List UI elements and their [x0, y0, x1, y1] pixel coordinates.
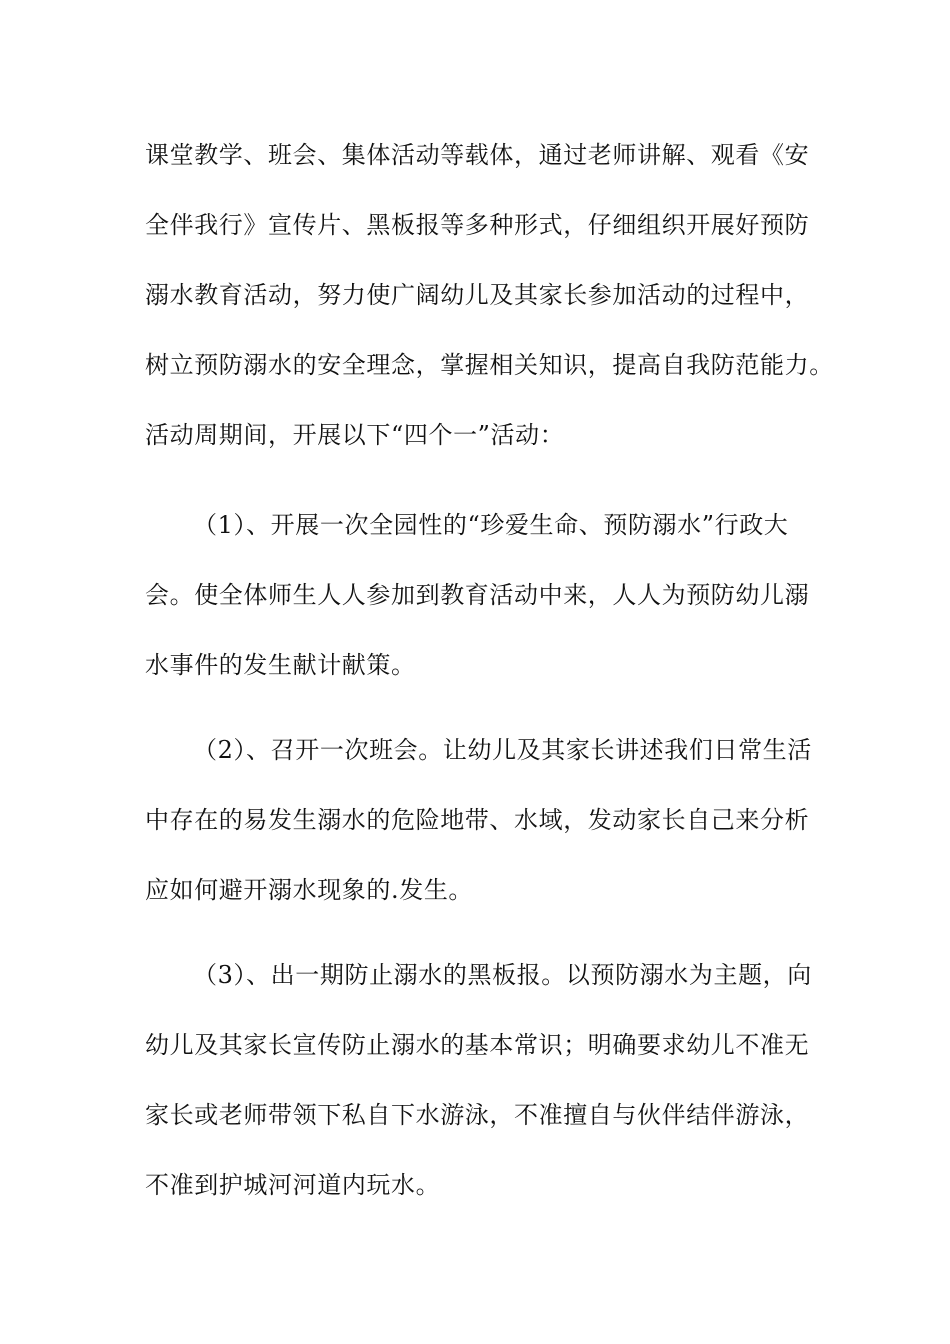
- text-line: 水事件的发生献计献策。: [145, 651, 416, 679]
- text-line: 家长或老师带领下私自下水游泳，不准擅自与伙伴结伴游泳，: [145, 1101, 810, 1129]
- text-line: 活动周期间，开展以下“四个一”活动：: [145, 421, 565, 449]
- text-line: 应如何避开溺水现象的.发生。: [145, 876, 474, 904]
- text-line: 全伴我行》宣传片、黑板报等多种形式，仔细组织开展好预防: [145, 211, 810, 239]
- text-line: 幼儿及其家长宣传防止溺水的基本常识；明确要求幼儿不准无: [145, 1031, 810, 1059]
- text-line: 会。使全体师生人人参加到教育活动中来，人人为预防幼儿溺: [145, 581, 810, 609]
- text-line: 课堂教学、班会、集体活动等载体，通过老师讲解、观看《安: [145, 141, 810, 169]
- text-line: 中存在的易发生溺水的危险地带、水域，发动家长自己来分析: [145, 806, 810, 834]
- text-line: 溺水教育活动，努力使广阔幼儿及其家长参加活动的过程中，: [145, 281, 810, 309]
- text-line: 不准到护城河河道内玩水。: [145, 1171, 441, 1199]
- text-line: 树立预防溺水的安全理念，掌握相关知识，提高自我防范能力。: [145, 351, 834, 379]
- text-line: （1）、开展一次全园性的“珍爱生命、预防溺水”行政大: [193, 511, 789, 539]
- text-line: （2）、召开一次班会。让幼儿及其家长讲述我们日常生活: [193, 736, 812, 764]
- text-line: （3）、出一期防止溺水的黑板报。以预防溺水为主题，向: [193, 961, 812, 989]
